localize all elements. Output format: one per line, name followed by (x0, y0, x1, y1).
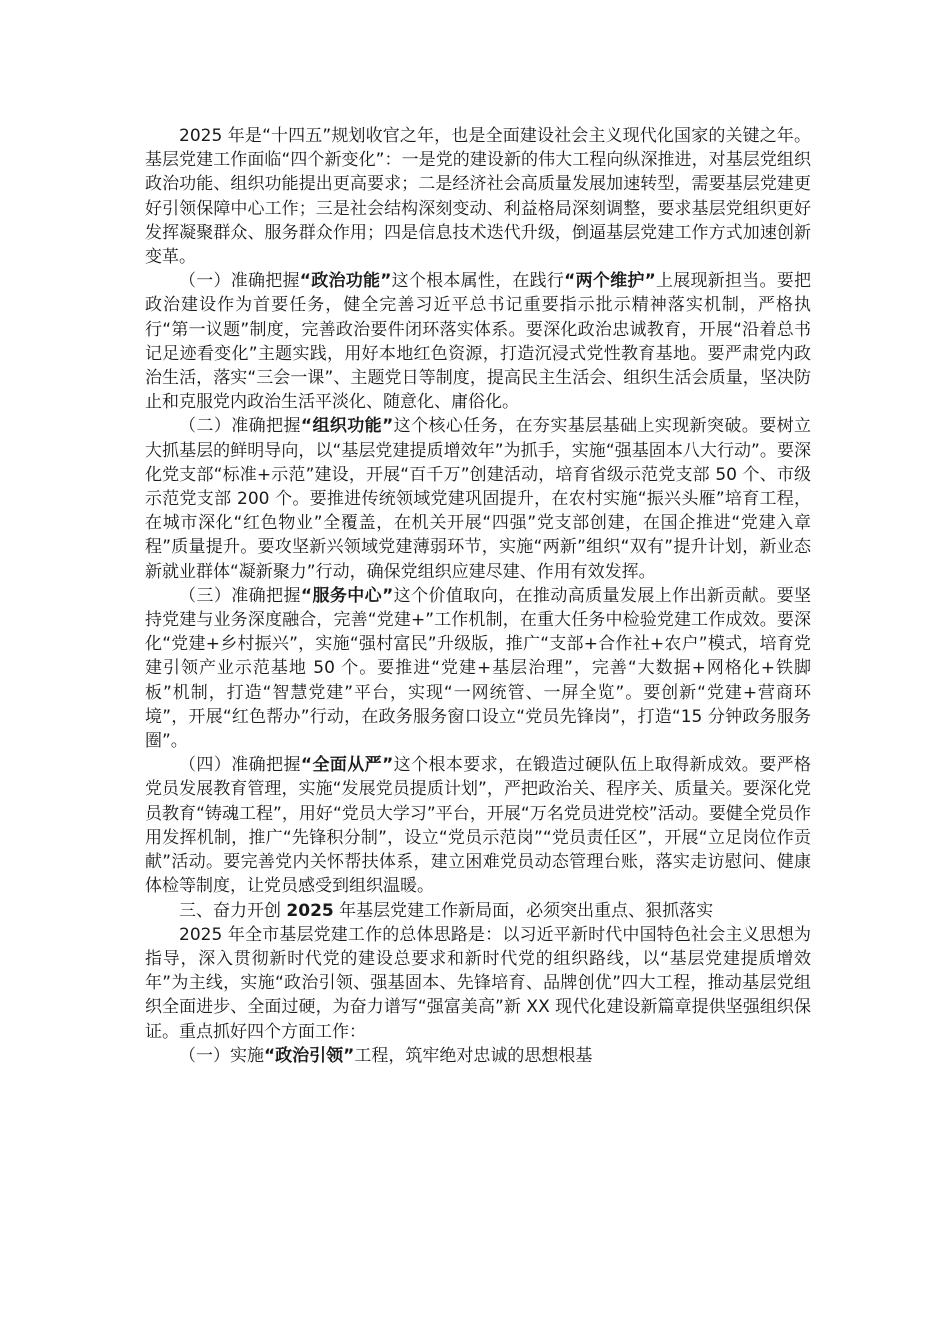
section-1-paragraph (145, 269, 811, 414)
section-3-paragraph (145, 584, 811, 753)
section-4-body: 这个根本要求，在锻造过硬队伍上取得新成效。要严格党员发展教育管理，实施“发展党员提质计划”，严把政治关、程序关、质量关。要深化党员教育“铸魂工程”，用好“党员大学习”平台，开展“万名党员进党校”活动。要健全党员作用发挥机制，推广“先锋积分制”，设立“党员示范岗”“党员责任区”，开展“立足岗位作贡献”活动。要完善党内关怀帮扶体系，建立困难党员动态管理台账，落实走访慰问、健康体检等制度，让党员感受到组织温暖。 (145, 755, 812, 897)
section-2-paragraph (145, 414, 811, 583)
chapter-3-mid: 年基层党建工作新局面 (333, 900, 510, 921)
section-2-prefix: （二）准确把握 (179, 416, 301, 437)
chapter-3-prefix: 三、奋力开创 (179, 900, 287, 921)
subsection-1-lead: “政治引领” (264, 1045, 355, 1066)
subsection-1-heading (145, 1044, 811, 1068)
section-1-mid: 这个根本属性，在践行 (391, 271, 565, 292)
section-1-body: 上展现新担当。要把政治建设作为首要任务，健全完善习近平总书记重要指示批示精神落实机制，严格执行“第一议题”制度，完善政治要件闭环落实体系。要深化政治忠诚教育，开展“沿着总书记足迹看变化”主题实践，用好本地红色资源，打造沉浸式党性教育基地。要严肃党内政治生活，落实“三会一课”、主题党日等制度，提高民主生活会、组织生活会质量，坚决防止和克服党内政治生活平淡化、随意化、庸俗化。 (145, 271, 812, 413)
section-3-body: 这个价值取向，在推动高质量发展上作出新贡献。要坚持党建与业务深度融合，完善“党建+”工作机制，在重大任务中检验党建工作成效。要深化“党建+乡村振兴”，实施“强村富民”升级版，推广“支部+合作社+农户”模式，培育党建引领产业示范基地 50 个。要推进“党建+基层治理”，完善“大数据+网格化+铁脚板”机制，打造“智慧党建”平台，实现“一网统管、一屏全览”。要创新“党建+营商环境”，开展“红色帮办”行动，在政务服务窗口设立“党员先锋岗”，打造“15 分钟政务服务圈”。 (145, 585, 812, 752)
section-4-paragraph (145, 753, 811, 898)
intro-paragraph: 2025 年是“十四五”规划收官之年，也是全面建设社会主义现代化国家的关键之年。基层党建工作面临“四个新变化”：一是党的建设新的伟大工程向纵深推进，对基层党组织政治功能、组织功能提出更高要求；二是经济社会高质量发展加速转型，需要基层党建更好引领保障中心工作；三是社会结构深刻变动、利益格局深刻调整，要求基层党组织更好发挥凝聚群众、服务群众作用；四是信息技术迭代升级，倒逼基层党建工作方式加速创新变革。 (145, 126, 811, 268)
chapter-3-heading (145, 899, 811, 923)
section-4-lead: “全面从严” (300, 755, 394, 776)
document-body (145, 124, 811, 1068)
overall-approach-paragraph: 2025 年全市基层党建工作的总体思路是：以习近平新时代中国特色社会主义思想为指导，深入贯彻新时代党的建设总要求和新时代党的组织路线，以“基层党建提质增效年”为主线，实施“政治引领、强基固本、先锋培育、品牌创优”四大工程，推动基层党组织全面进步、全面过硬，为奋力谱写“强富美高”新 XX 现代化建设新篇章提供坚强组织保证。重点抓好四个方面工作： (145, 924, 811, 1042)
section-2-lead: “组织功能” (300, 416, 394, 437)
subsection-1-prefix: （一）实施 (179, 1045, 264, 1066)
section-4-prefix: （四）准确把握 (179, 755, 301, 776)
chapter-3-year: 2025 (286, 900, 334, 921)
section-3-lead: “服务中心” (300, 585, 394, 606)
section-3-prefix: （三）准确把握 (179, 585, 301, 606)
chapter-3-rest: ，必须突出重点、狠抓落实 (509, 900, 714, 921)
section-1-lead-2: “两个维护” (564, 271, 656, 292)
section-1-lead: “政治功能” (299, 271, 392, 292)
subsection-1-rest: 工程，筑牢绝对忠诚的思想根基 (354, 1045, 593, 1066)
section-1-prefix: （一）准确把握 (179, 271, 300, 292)
section-2-body: 这个核心任务，在夯实基层基础上实现新突破。要树立大抓基层的鲜明导向，以“基层党建提质增效年”为抓手，实施“强基固本八大行动”。要深化党支部“标准+示范”建设，开展“百千万”创建活动，培育省级示范党支部 50 个、市级示范党支部 200 个。要推进传统领域党建巩固提升，在农村实施“振兴头雁”培育工程，在城市深化“红色物业”全覆盖，在机关开展“四强”党支部创建，在国企推进“党建入章程”质量提升。要攻坚新兴领域党建薄弱环节，实施“两新”组织“双有”提升计划，新业态新就业群体“凝新聚力”行动，确保党组织应建尽建、作用有效发挥。 (145, 416, 812, 582)
